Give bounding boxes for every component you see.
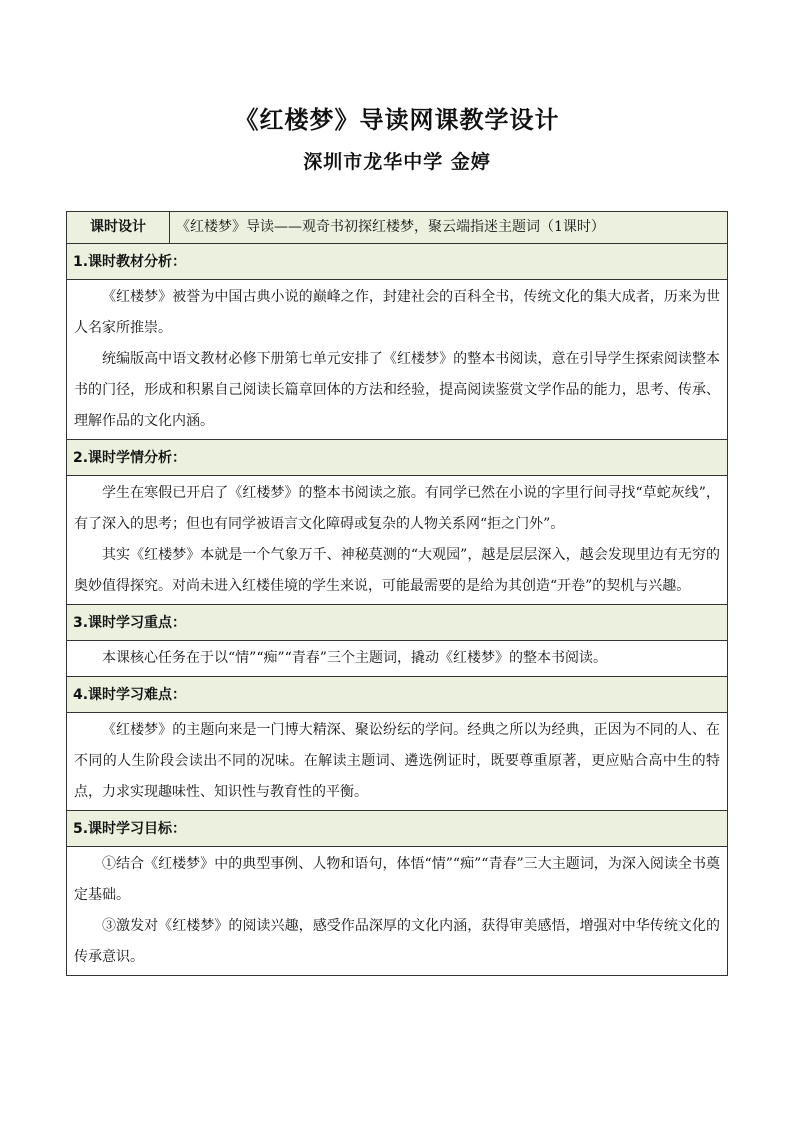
section-heading-row: [67, 244, 728, 280]
info-row: [67, 212, 728, 244]
section-heading: 2.课时学情分析：: [67, 440, 728, 476]
section-heading: 5.课时学习目标：: [67, 811, 728, 847]
paragraph: ①结合《红楼梦》中的典型事例、人物和语句，体悟“情”“痴”“青春”三大主题词，为深入阅读全书奠定基础。: [74, 856, 720, 903]
paragraph: 统编版高中语文教材必修下册第七单元安排了《红楼梦》的整本书阅读，意在引导学生探索阅读整本书的门径，形成和积累自己阅读长篇章回体的方法和经验，提高阅读鉴赏文学作品的能力，思考、传承、理解作品的文化内涵。: [74, 351, 720, 429]
section-body-row: [67, 280, 728, 440]
section-body: [67, 641, 728, 677]
paragraph: 《红楼梦》被誉为中国古典小说的巅峰之作，封建社会的百科全书，传统文化的集大成者，历来为世人名家所推崇。: [74, 289, 720, 336]
paragraph: 学生在寒假已开启了《红楼梦》的整本书阅读之旅。有同学已然在小说的字里行间寻找“草蛇灰线”，有了深入的思考；但也有同学被语言文化障碍或复杂的人物关系网“拒之门外”。: [74, 485, 720, 532]
section-heading: 3.课时学习重点：: [67, 605, 728, 641]
section-heading: 4.课时学习难点：: [67, 677, 728, 713]
section-body-row: [67, 713, 728, 811]
document-title: 《红楼梦》导读网课教学设计: [234, 106, 560, 134]
section-body-row: [67, 847, 728, 976]
section-body-row: [67, 641, 728, 677]
author-line: 深圳市龙华中学 金婷: [303, 151, 491, 173]
paragraph: ③激发对《红楼梦》的阅读兴趣，感受作品深厚的文化内涵，获得审美感悟，增强对中华传统文化的传承意识。: [74, 918, 720, 965]
section-heading-row: [67, 677, 728, 713]
section-body-row: [67, 476, 728, 605]
paragraph: 《红楼梦》的主题向来是一门博大精深、聚讼纷纭的学问。经典之所以为经典，正因为不同的人、在不同的人生阶段会读出不同的况味。在解读主题词、遴选例证时，既要尊重原著，更应贴合高中生的特点，力求实现趣味性、知识性与教育性的平衡。: [74, 722, 720, 800]
lesson-plan-table: [66, 211, 728, 976]
section-body: [67, 847, 728, 976]
section-body: [67, 476, 728, 605]
section-heading: 1.课时教材分析：: [67, 244, 728, 280]
section-body: [67, 713, 728, 811]
section-heading-row: [67, 605, 728, 641]
paragraph: 本课核心任务在于以“情”“痴”“青春”三个主题词，撬动《红楼梦》的整本书阅读。: [102, 650, 607, 666]
info-value: 《红楼梦》导读——观奇书初探红楼梦，聚云端指迷主题词（1课时）: [170, 212, 728, 244]
paragraph: 其实《红楼梦》本就是一个气象万千、神秘莫测的“大观园”，越是层层深入，越会发现里边有无穷的奥妙值得探究。对尚未进入红楼佳境的学生来说，可能最需要的是给为其创造“开卷”的契机与兴趣。: [74, 547, 720, 594]
section-heading-row: [67, 811, 728, 847]
section-heading-row: [67, 440, 728, 476]
info-label: 课时设计: [67, 212, 170, 244]
section-body: [67, 280, 728, 440]
